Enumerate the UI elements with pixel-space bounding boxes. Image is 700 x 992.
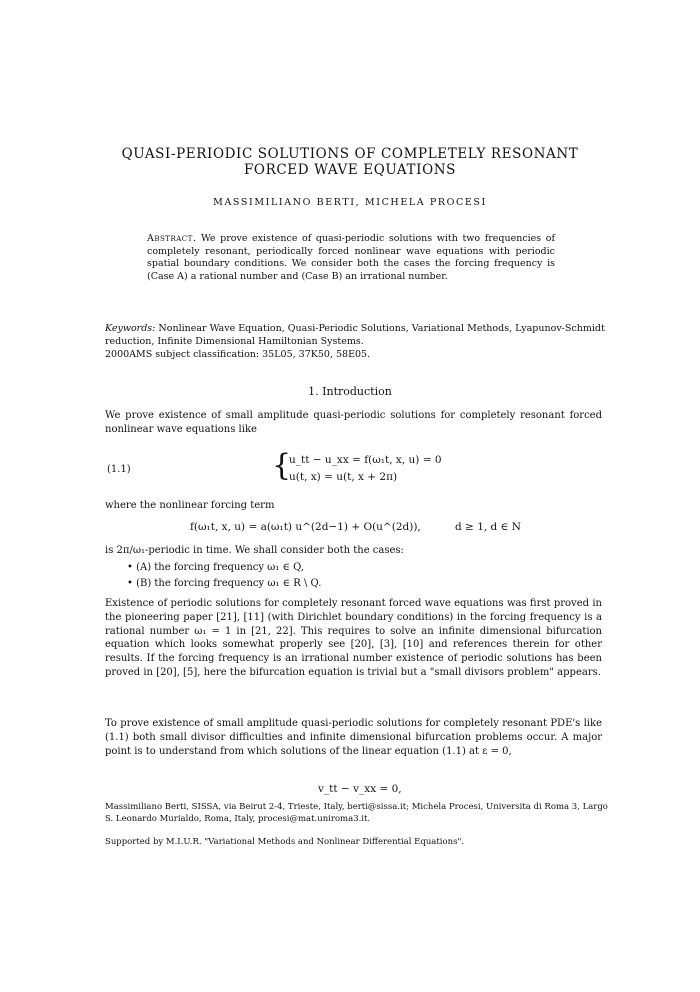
case-a-text: (A) the forcing frequency ω₁ ∈ Q, — [136, 562, 304, 573]
keywords-label: Keywords: — [105, 323, 156, 334]
forcing-equation-condition: d ≥ 1, d ∈ N — [455, 521, 521, 533]
forcing-equation: f(ω₁t, x, u) = a(ω₁t) u^(2d−1) + O(u^(2d)), — [190, 521, 421, 533]
intro-paragraph-4: To prove existence of small amplitude quasi-periodic solutions for completely resonant PDE's like (1.1) both small divisor difficulties and infinite dimensional bifurcation problems occur. A major point is to understand from which solutions of the linear equation (1.1) at ε = 0, — [105, 718, 602, 757]
title-line-1: QUASI-PERIODIC SOLUTIONS OF COMPLETELY RESONANT — [121, 146, 579, 162]
msc-classification: 2000AMS subject classification: 35L05, 37K50, 58E05. — [105, 349, 371, 360]
case-b-item: • (B) the forcing frequency ω₁ ∈ R \ Q. — [127, 578, 322, 589]
case-b-text: (B) the forcing frequency ω₁ ∈ R \ Q. — [136, 578, 322, 589]
abstract-text: We prove existence of quasi-periodic solutions with two frequencies of completely resonant, periodically forced nonlinear wave equations with periodic spatial boundary conditions. We consider both the cases the forcing frequency is (Case A) a rational number and (Case B) an irrational number. — [147, 233, 555, 282]
intro-paragraph-2: is 2π/ω₁-periodic in time. We shall consider both the cases: — [105, 545, 404, 556]
keywords-text: Nonlinear Wave Equation, Quasi-Periodic Solutions, Variational Methods, Lyapunov-Schmidt reduction, Infinite Dimensional Hamiltonian Systems. — [105, 323, 605, 347]
section-heading: 1. Introduction — [308, 385, 392, 398]
intro-paragraph-1: We prove existence of small amplitude quasi-periodic solutions for completely resonant forced nonlinear wave equations like — [105, 410, 602, 435]
title-line-2: FORCED WAVE EQUATIONS — [243, 162, 457, 178]
equation-brace: { — [272, 448, 292, 483]
equation-number: (1.1) — [107, 464, 131, 475]
footnote-support: Supported by M.I.U.R. "Variational Methods and Nonlinear Differential Equations". — [105, 837, 465, 847]
linear-equation: v_tt − v_xx = 0, — [318, 783, 402, 795]
keywords-block — [105, 322, 605, 361]
paper-authors: MASSIMILIANO BERTI, MICHELA PROCESI — [213, 197, 487, 208]
intro-paragraph-3: Existence of periodic solutions for completely resonant forced wave equations was first proved in the pioneering paper [21], [11] (with Dirichlet boundary conditions) in the forcing frequency is a rational number ω₁ = 1 in [21, 22]. This requires to solve an infinite dimensional bifurcation equation which looks somewhat properly see [20], [3], [10] and references therein for other results. If the forcing frequency is an irrational number existence of periodic solutions has been proved in [20], [5], here the bifurcation equation is trivial but a "small divisors problem" appears. — [105, 598, 602, 678]
equation-line-2: u(t, x) = u(t, x + 2π) — [289, 471, 398, 483]
footnote-affiliations: Massimiliano Berti, SISSA, via Beirut 2-4, Trieste, Italy, berti@sissa.it; Michela Procesi, Universita di Roma 3, Largo S. Leonardo Murialdo, Roma, Italy, procesi@mat.uniroma3.it. — [105, 802, 608, 824]
equation-line-1: u_tt − u_xx = f(ω₁t, x, u) = 0 — [289, 454, 442, 466]
case-a-item: • (A) the forcing frequency ω₁ ∈ Q, — [127, 562, 304, 573]
where-text: where the nonlinear forcing term — [105, 500, 275, 511]
abstract — [147, 233, 555, 283]
paper-title — [100, 146, 600, 178]
abstract-label: Abstract. — [147, 233, 197, 244]
